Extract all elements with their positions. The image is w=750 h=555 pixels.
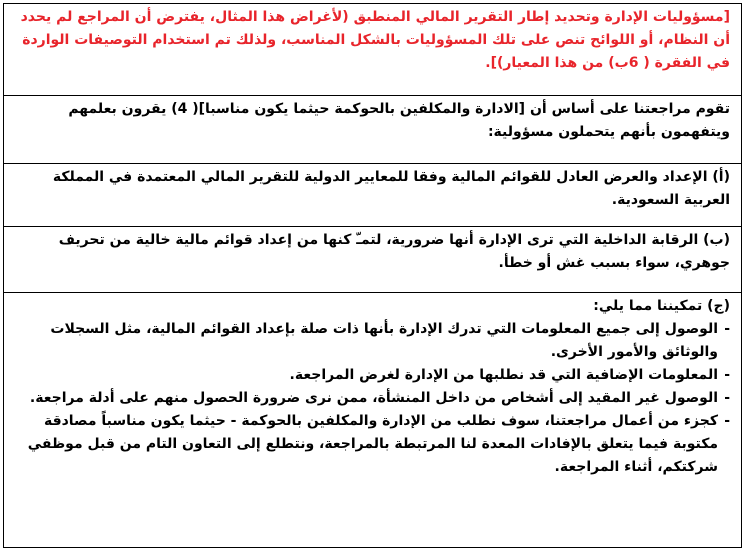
list-item-text: المعلومات الإضافية التي قد نطلبها من الإدارة لغرض المراجعة.: [289, 367, 718, 383]
item-c-heading: (ج) تمكيننا مما يلي:: [593, 298, 730, 314]
list-item-text: كجزء من أعمال مراجعتنا، سوف نطلب من الإدارة والمكلفين بالحوكمة - حيثما يكون مناسباً مصادقة مكتوبة فيما يتعلق بالإفادات المعدة لنا المرتبطة بالمراجعة، ونتطلع إلى التعاون التام من قبل موظفي شركتكم، أثناء المراجعة.: [27, 413, 718, 475]
intro-text: [مسؤوليات الإدارة وتحديد إطار التقرير المالي المنطبق (لأغراض هذا المثال، يفترض أن المراجع لم يحدد أن النظام، أو اللوائح تنص على تلك المسؤوليات بالشكل المناسب، ولذلك تم استخدام التوصيفات الواردة في الفقرة ( 6ب) من هذا المعيار)].: [20, 9, 730, 71]
item-a-section: [4, 164, 741, 227]
premise-text: تقوم مراجعتنا على أساس أن [الادارة والمكلفين بالحوكمة حيثما يكون مناسبا]( 4) يقرون بعلمهم ويتفهمون بأنهم يتحملون مسؤولية:: [68, 101, 730, 140]
premise-section: [4, 96, 741, 164]
item-b-text: (ب) الرقابة الداخلية التي ترى الإدارة أنها ضرورية، لتمـّ كنها من إعداد قوائم مالية خالية من تحريف جوهري، سواء بسبب غش أو خطأ.: [58, 232, 730, 271]
document-table: [3, 3, 742, 548]
list-bullet: -: [724, 390, 730, 406]
list-item: [14, 364, 730, 387]
intro-section: [4, 4, 741, 96]
list-item: [14, 410, 730, 479]
list-item-text: الوصول غير المقيد إلى أشخاص من داخل المنشأة، ممن نرى ضرورة الحصول منهم على أدلة مراجعة.: [29, 390, 718, 406]
list-item: [14, 318, 730, 364]
item-b-section: [4, 227, 741, 293]
list-item-text: الوصول إلى جميع المعلومات التي تدرك الإدارة بأنها ذات صلة بإعداد القوائم المالية، مثل السجلات والوثائق والأمور الأخرى.: [50, 321, 718, 360]
list-bullet: -: [724, 413, 730, 429]
item-a-text: (أ) الإعداد والعرض العادل للقوائم المالية وفقا للمعايير الدولية للتقرير المالي المعتمدة في المملكة العربية السعودية.: [52, 169, 730, 208]
list-bullet: -: [724, 367, 730, 383]
item-c-section: [4, 293, 741, 549]
list-bullet: -: [724, 321, 730, 337]
list-item: [14, 387, 730, 410]
